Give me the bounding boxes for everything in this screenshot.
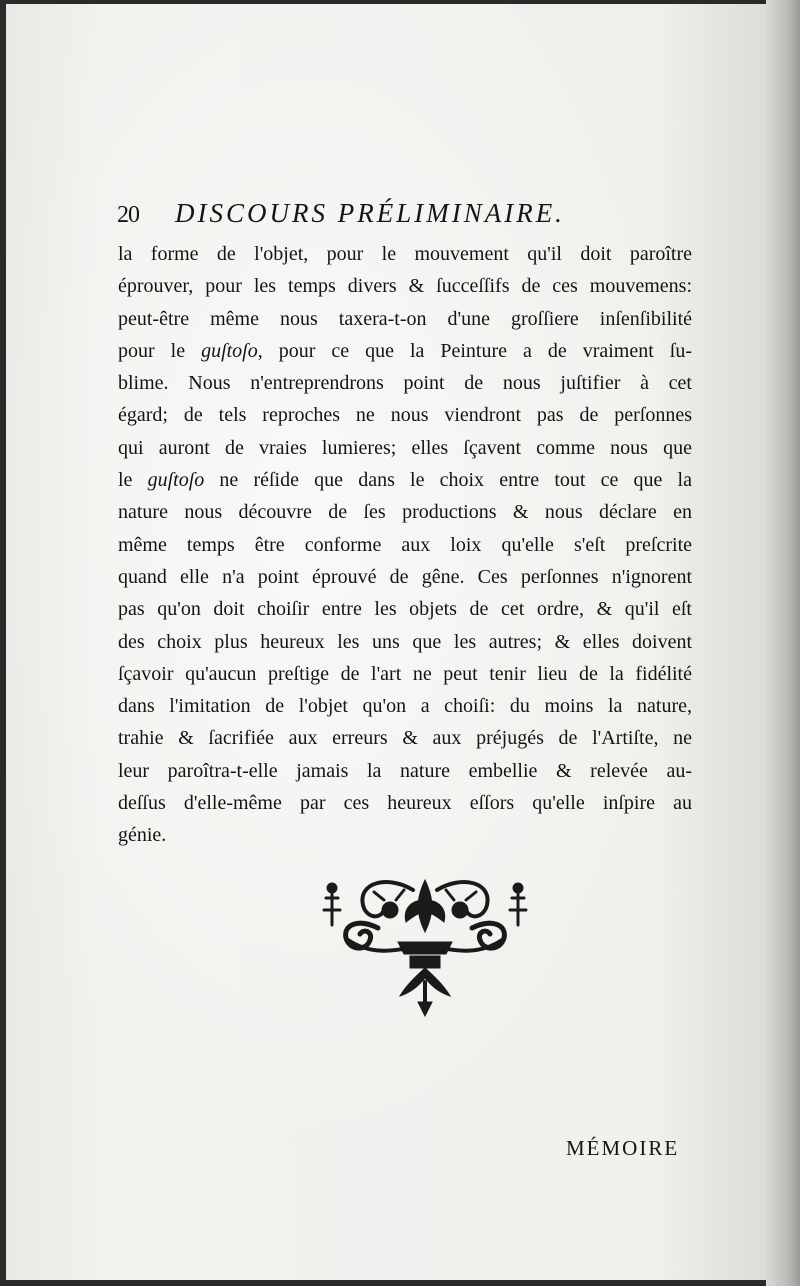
fleuron-ornament <box>318 870 532 1020</box>
page-number: 20 <box>117 202 139 228</box>
text-line: qui auront de vraies lumieres; elles ſçavent comme nous que <box>118 436 692 459</box>
text-line: deſſus d'elle-même par ces heureux eſſors qu'elle inſpire au <box>118 792 692 815</box>
text-line: blime. Nous n'entreprendrons point de nous juſtifier à cet <box>118 372 692 395</box>
text-line: génie. <box>118 824 167 847</box>
bleed-through-texture: ⠀ <box>676 828 691 850</box>
body-text <box>118 238 692 852</box>
catchword: MÉMOIRE <box>566 1136 680 1160</box>
running-title: DISCOURS PRÉLIMINAIRE. <box>175 198 565 228</box>
text-line: des choix plus heureux les uns que les autres; & elles doivent <box>118 630 692 653</box>
text-line: peut-être même nous taxera-t-on d'une groſſiere inſenſibilité <box>118 307 692 330</box>
text-line: même temps être conforme aux loix qu'elle s'eſt preſcrite <box>118 533 692 556</box>
italic-term: guſtoſo <box>201 339 258 362</box>
text-line: nature nous découvre de ſes productions & nous déclare en <box>118 501 692 524</box>
text-line: ſçavoir qu'aucun preſtige de l'art ne peut tenir lieu de la fidélité <box>118 662 692 685</box>
text-line: trahie & ſacrifiée aux erreurs & aux préjugés de l'Artiſte, ne <box>118 727 692 750</box>
text-line: éprouver, pour les temps divers & ſucceſſifs de ces mouvemens: <box>118 275 692 298</box>
text-line: pour le guſtoſo, pour ce que la Peinture a de vraiment ſu- <box>118 339 692 362</box>
text-line: le guſtoſo ne réſide que dans le choix entre tout ce que la <box>118 469 692 492</box>
page-edge <box>766 0 800 1286</box>
text-line: égard; de tels reproches ne nous viendront pas de perſonnes <box>118 404 692 427</box>
text-line: leur paroîtra-t-elle jamais la nature embellie & relevée au- <box>118 759 692 782</box>
page-header <box>117 198 637 236</box>
text-line: quand elle n'a point éprouvé de gêne. Ces perſonnes n'ignorent <box>118 565 692 588</box>
text-line: dans l'imitation de l'objet qu'on a choiſi: du moins la nature, <box>118 695 692 718</box>
text-line: pas qu'on doit choiſir entre les objets de cet ordre, & qu'il eſt <box>118 598 692 621</box>
italic-term: guſtoſo <box>147 469 205 492</box>
text-line: la forme de l'objet, pour le mouvement qu'il doit paroître <box>118 243 692 265</box>
